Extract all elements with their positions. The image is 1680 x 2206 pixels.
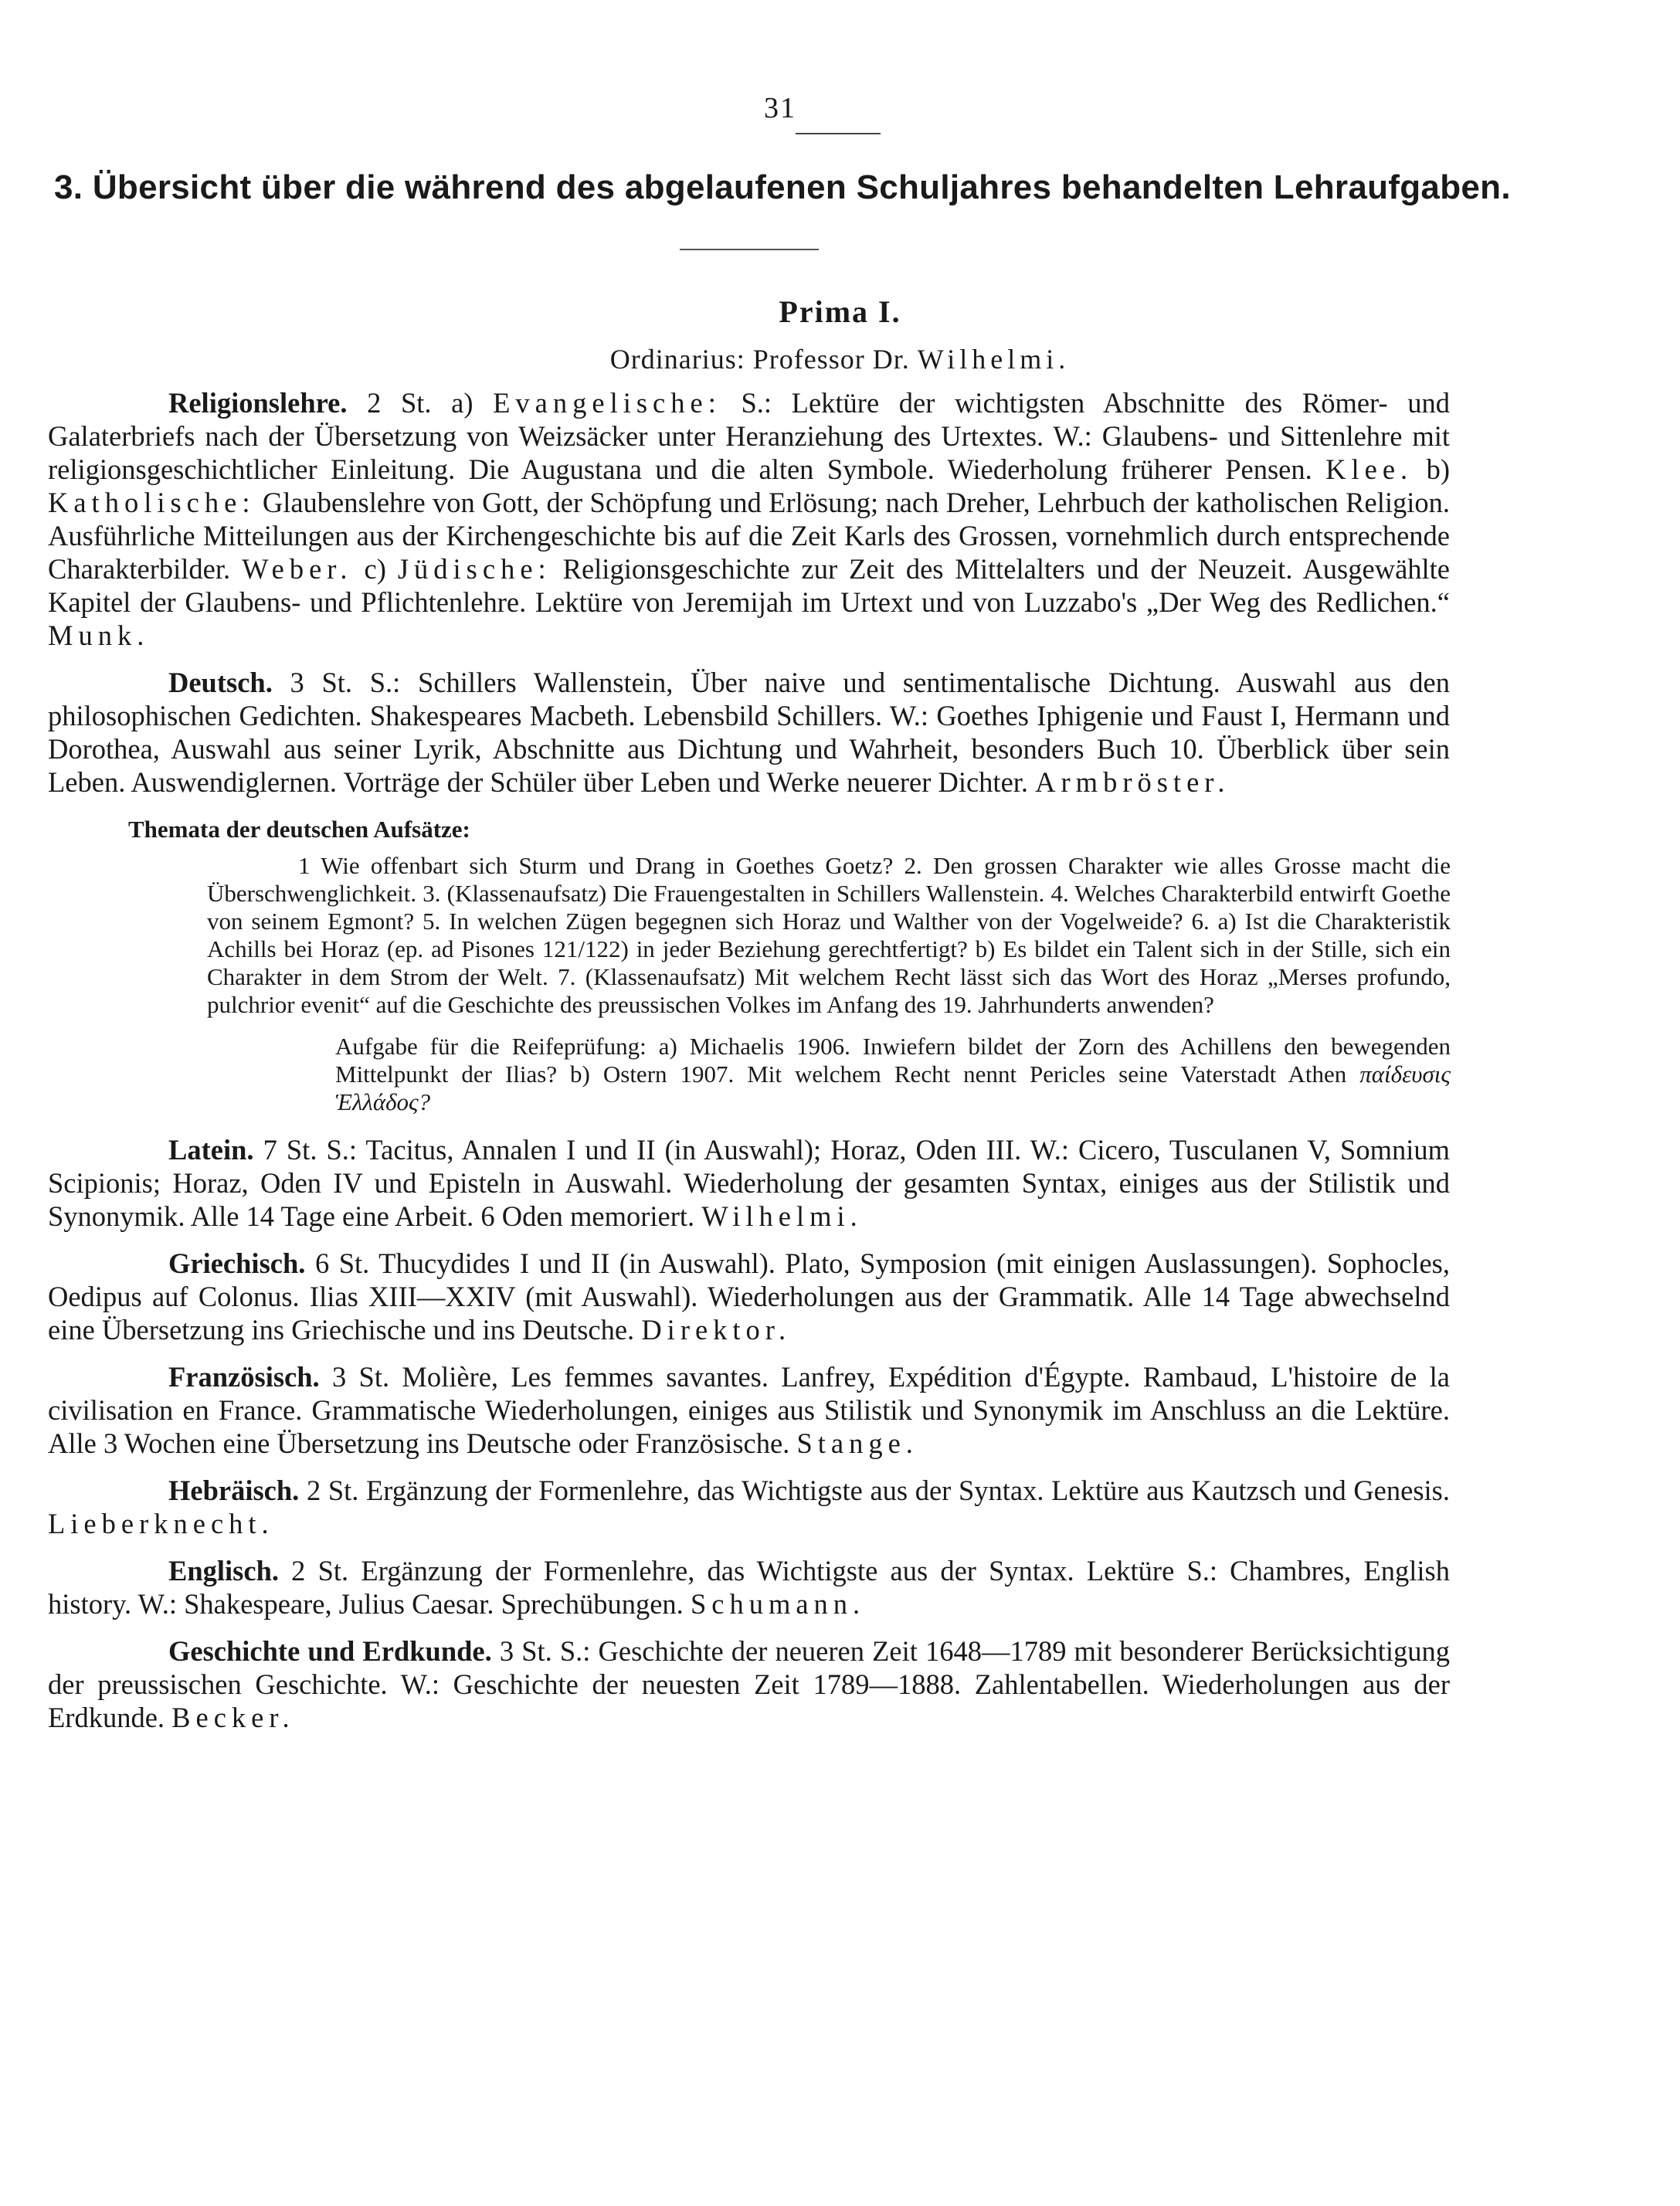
teacher-name: Direktor. [641, 1314, 792, 1346]
subject-title: Hebräisch. [168, 1475, 300, 1506]
teacher-name: Stange. [796, 1427, 918, 1459]
subject-text: Glaubenslehre von Gott, der Schöpfung und Erlösung; nach Dreher, Lehrbuch der katholischen Religion. Ausführliche Mitteilungen aus der Kirchengeschichte bis auf die Zeit Karls des Grossen, vornehmlich durch entsprechende Charakterbilder. [48, 487, 1450, 585]
teacher-name: Munk. [48, 619, 150, 651]
themata-heading: Themata der deutschen Aufsätze: [128, 816, 470, 843]
page-number-rule [796, 133, 881, 134]
subject-sub-label: Evangelische: [493, 387, 721, 419]
heading-divider [680, 249, 819, 250]
body-text [48, 386, 1450, 1748]
subject-text: 2 St. Ergänzung der Formenlehre, das Wichtigste aus der Syntax. Lektüre S.: Chambres, English history. W.: Shakespeare, Julius Caesar. Sprechübungen. [48, 1555, 1450, 1620]
subject-text: 2 St. a) [347, 387, 494, 419]
class-title: Prima I. [779, 294, 901, 329]
subject-text: c) [352, 553, 398, 585]
subject-title: Französisch. [168, 1361, 320, 1393]
themata-list: 1 Wie offenbart sich Sturm und Drang in Goethes Goetz? 2. Den grossen Charakter wie alles Grosse macht die Überschwenglichkeit. 3. (Klassenaufsatz) Die Frauengestalten in Schillers Wallenstein. 4. Welches Charakterbild entwirft Goethe von seinem Egmont? 5. In welchen Zügen begegnen sich Horaz und Walther von der Vogelweide? 6. a) Ist die Charakteristik Achills bei Horaz (ep. ad Pisones 121/122) in jeder Beziehung gerechtfertigt? b) Es bildet ein Talent sich in der Stille, sich ein Charakter in dem Strom der Welt. 7. (Klassenaufsatz) Mit welchem Recht lässt sich das Wort des Horaz „Merses profundo, pulchrior evenit“ auf die Geschichte des preussischen Volkes im Anfang des 19. Jahrhunderts anwenden? [207, 852, 1451, 1018]
page-number: 31 [764, 92, 796, 124]
subject-geschichte [48, 1634, 1450, 1734]
subject-title: Griechisch. [168, 1247, 306, 1279]
subject-text: 3 St. S.: Geschichte der neueren Zeit 1648—1789 mit besonderer Berücksichtigung der preussischen Geschichte. W.: Geschichte der neuesten Zeit 1789—1888. Zahlentabellen. Wiederholungen aus der Erdkunde. [48, 1635, 1451, 1733]
subject-title: Deutsch. [168, 667, 273, 698]
subject-deutsch [48, 666, 1450, 799]
subject-latein [48, 1133, 1450, 1233]
subject-text: b) [1413, 453, 1451, 485]
subject-griechisch [48, 1247, 1450, 1346]
subject-text: 6 St. Thucydides I und II (in Auswahl). Plato, Symposion (mit einigen Auslassungen). Sophocles, Oedipus auf Colonus. Ilias XIII—XXIV (mit Auswahl). Wiederholungen aus der Grammatik. Alle 14 Tage abwechselnd eine Übersetzung ins Griechische und ins Deutsche. [48, 1247, 1450, 1346]
section-heading: 3. Übersicht über die während des abgelaufenen Schuljahres behandelten Lehraufgaben. [54, 168, 1511, 206]
teacher-name: Schumann. [690, 1588, 866, 1620]
subject-text: 7 St. S.: Tacitus, Annalen I und II (in Auswahl); Horaz, Oden III. W.: Cicero, Tusculanen V, Somnium Scipionis; Horaz, Oden IV und Episteln in Auswahl. Wiederholung der gesamten Syntax, einiges aus der Stilistik und Synonymik. Alle 14 Tage eine Arbeit. 6 Oden memoriert. [48, 1134, 1450, 1232]
subject-englisch [48, 1554, 1450, 1621]
subject-text: S.: Lektüre der wichtigsten Abschnitte des Römer- und Galaterbriefs nach der Übersetzung von Weizsäcker unter Heranziehung des Urtextes. W.: Glaubens- und Sittenlehre mit religionsgeschichtlicher Einleitung. Die Augustana und die alten Symbole. Wiederholung früherer Pensen. [48, 387, 1450, 485]
subject-title: Religionslehre. [168, 387, 348, 419]
subject-text: Religionsgeschichte zur Zeit des Mittelalters und der Neuzeit. Ausgewählte Kapitel der Glaubens- und Pflichtenlehre. Lektüre von Jeremijah im Urtext und von Luzzabo's „Der Weg des Redlichen.“ [48, 553, 1450, 618]
subject-title: Geschichte und Erdkunde. [168, 1635, 492, 1667]
ordinarius-line [0, 343, 1680, 375]
subject-text: 3 St. Molière, Les femmes savantes. Lanfrey, Expédition d'Égypte. Rambaud, L'histoire de la civilisation en France. Grammatische Wiederholungen, einiges aus Stilistik und Synonymik im Anschluss an die Lektüre. Alle 3 Wochen eine Übersetzung ins Deutsche oder Französische. [48, 1361, 1450, 1459]
abitur-task [207, 1033, 1451, 1116]
abitur-greek-text: παίδευσις Ἑλλάδος? [335, 1061, 1451, 1115]
subject-title: Englisch. [168, 1555, 280, 1587]
subject-hebraeisch [48, 1474, 1450, 1540]
subject-sub-label: Katholische: [48, 487, 256, 518]
subject-text: 2 St. Ergänzung der Formenlehre, das Wichtigste aus der Syntax. Lektüre aus Kautzsch und Genesis. [299, 1475, 1450, 1506]
subject-religion [48, 386, 1450, 652]
subject-sub-label: Jüdische: [397, 553, 552, 585]
teacher-name: Armbröster. [1035, 766, 1230, 798]
ordinarius-name: Wilhelmi. [917, 344, 1071, 375]
subject-text: 3 St. S.: Schillers Wallenstein, Über naive und sentimentalische Dichtung. Auswahl aus den philosophischen Gedichten. Shakespeares Macbeth. Lebensbild Schillers. W.: Goethes Iphigenie und Faust I, Hermann und Dorothea, Auswahl aus seiner Lyrik, Abschnitte aus Dichtung und Wahrheit, besonders Buch 10. Überblick über sein Leben. Auswendiglernen. Vorträge der Schüler über Leben und Werke neuerer Dichter. [48, 667, 1450, 798]
teacher-name: Becker. [171, 1702, 295, 1733]
ordinarius-label: Ordinarius: Professor Dr. [609, 344, 910, 375]
teacher-name: Klee. [1325, 453, 1414, 485]
teacher-name: Weber. [242, 553, 353, 585]
teacher-name: Wilhelmi. [701, 1200, 863, 1232]
subject-franzoesisch [48, 1360, 1450, 1460]
abitur-text: Aufgabe für die Reifeprüfung: a) Michaelis 1906. Inwiefern bildet der Zorn des Achillens den bewegenden Mittelpunkt der Ilias? b) Ostern 1907. Mit welchem Recht nennt Pericles seine Vaterstadt Athen [335, 1033, 1451, 1088]
teacher-name: Lieberknecht. [48, 1508, 274, 1539]
subject-title: Latein. [168, 1134, 254, 1166]
